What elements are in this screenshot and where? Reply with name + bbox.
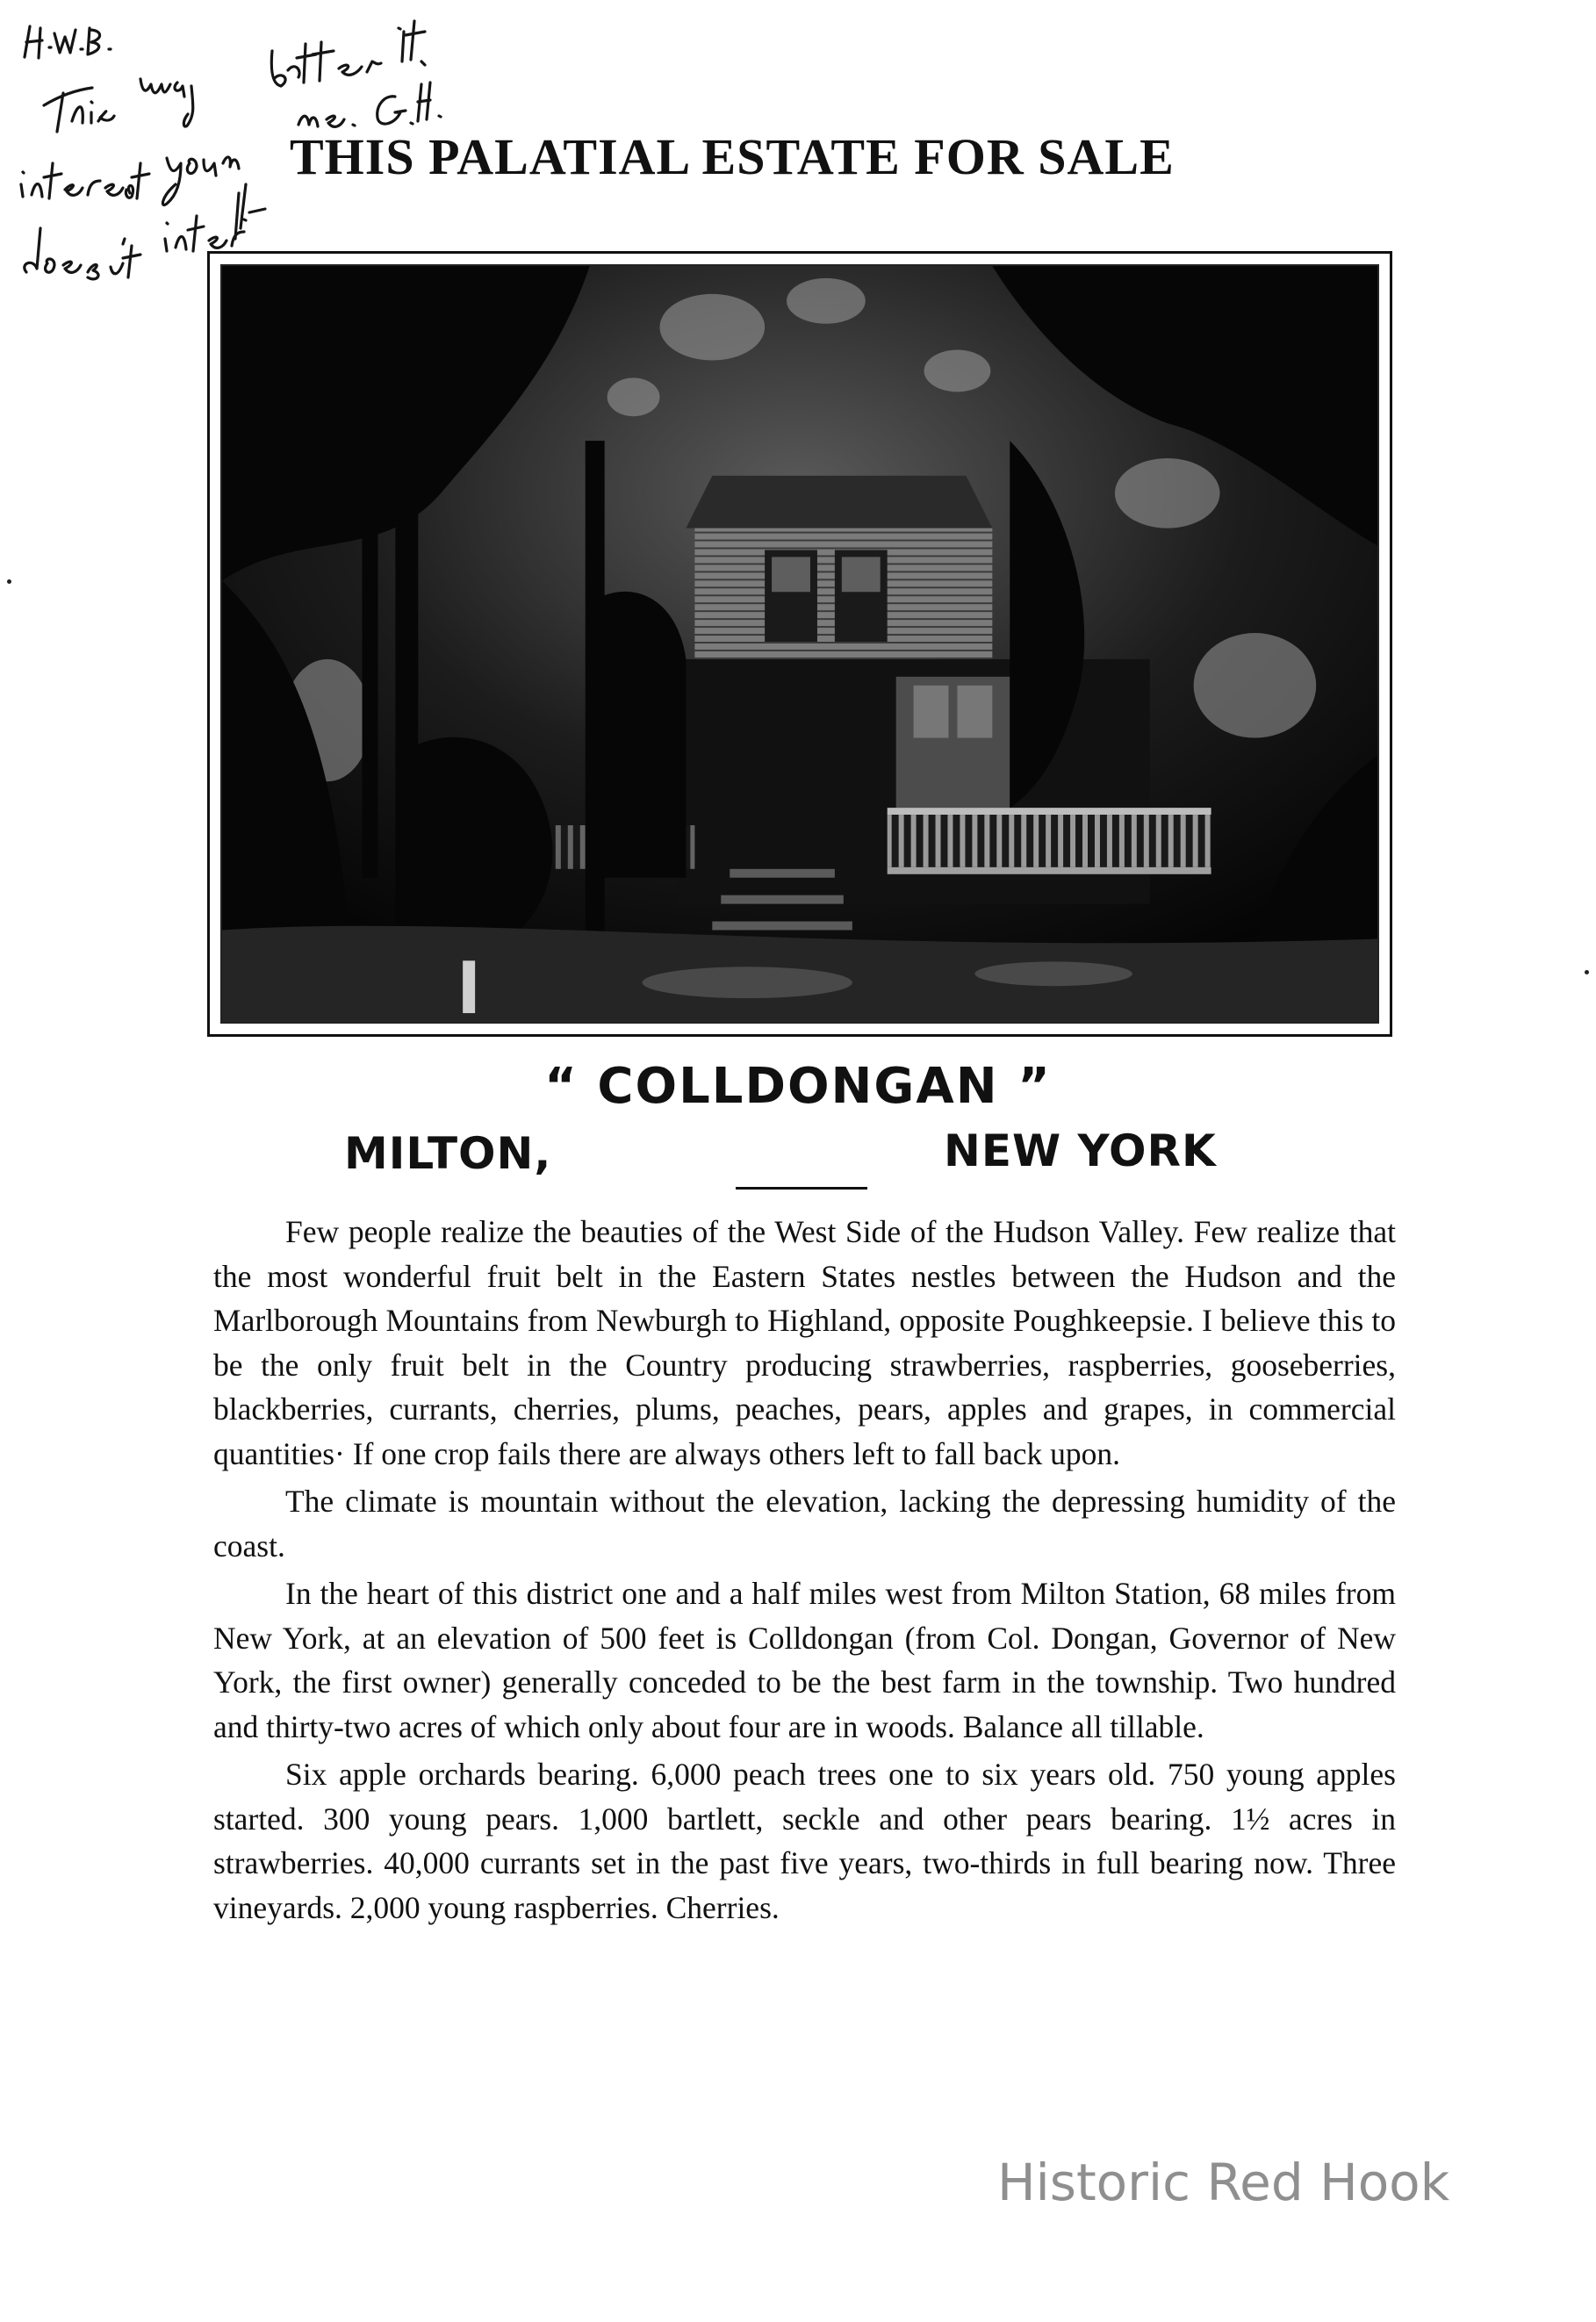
- paragraph-location: In the heart of this district one and a half miles west from Milton Station, 68 miles from New York, at an elevation of 500 feet is Colldongan (from Col. Dongan, Governor of New York, the first owner) generally conceded to be the best farm in the township. Two hundred and thirty-two acres of which only about four are in woods. Balance all tillable.: [213, 1576, 1396, 1744]
- divider-rule: [736, 1187, 867, 1190]
- house-photo-frame: [207, 251, 1392, 1037]
- estate-name: “ COLLDONGAN ”: [544, 1058, 1052, 1115]
- watermark: Historic Red Hook: [997, 2153, 1450, 2212]
- body-text: [213, 1210, 1396, 1933]
- location-state: NEW YORK: [944, 1125, 1217, 1176]
- paragraph-fruit-belt: Few people realize the beauties of the West Side of the Hudson Valley. Few realize that the most wonderful fruit belt in the Eastern States nestles between the Hudson and the Marlborough Mountains from Newburgh to Highland, opposite Poughkeepsie. I believe this to be the only fruit belt in the Country producing strawberries, raspberries, gooseberries, blackberries, currants, cherries, plums, peaches, pears, apples and grapes, in commercial quantities· If one crop fails there are always others left to fall back upon.: [213, 1214, 1396, 1471]
- paper-speck: [7, 579, 11, 584]
- paper-speck: [1585, 970, 1589, 974]
- paragraph-climate: The climate is mountain without the elevation, lacking the depressing humidity of the coast.: [213, 1484, 1396, 1564]
- location-city: MILTON,: [344, 1128, 552, 1179]
- headline: THIS PALATIAL ESTATE FOR SALE: [290, 128, 1175, 185]
- house-photo: [220, 264, 1379, 1024]
- house-photo-illustration: [222, 266, 1377, 1022]
- paragraph-orchards: Six apple orchards bearing. 6,000 peach trees one to six years old. 750 young apples started. 300 young pears. 1,000 bartlett, seckle and other pears bearing. 1½ acres in strawberries. 40,000 currants set in the past five years, two-thirds in full bearing now. Three vineyards. 2,000 young raspberries. Cherries.: [213, 1757, 1396, 1925]
